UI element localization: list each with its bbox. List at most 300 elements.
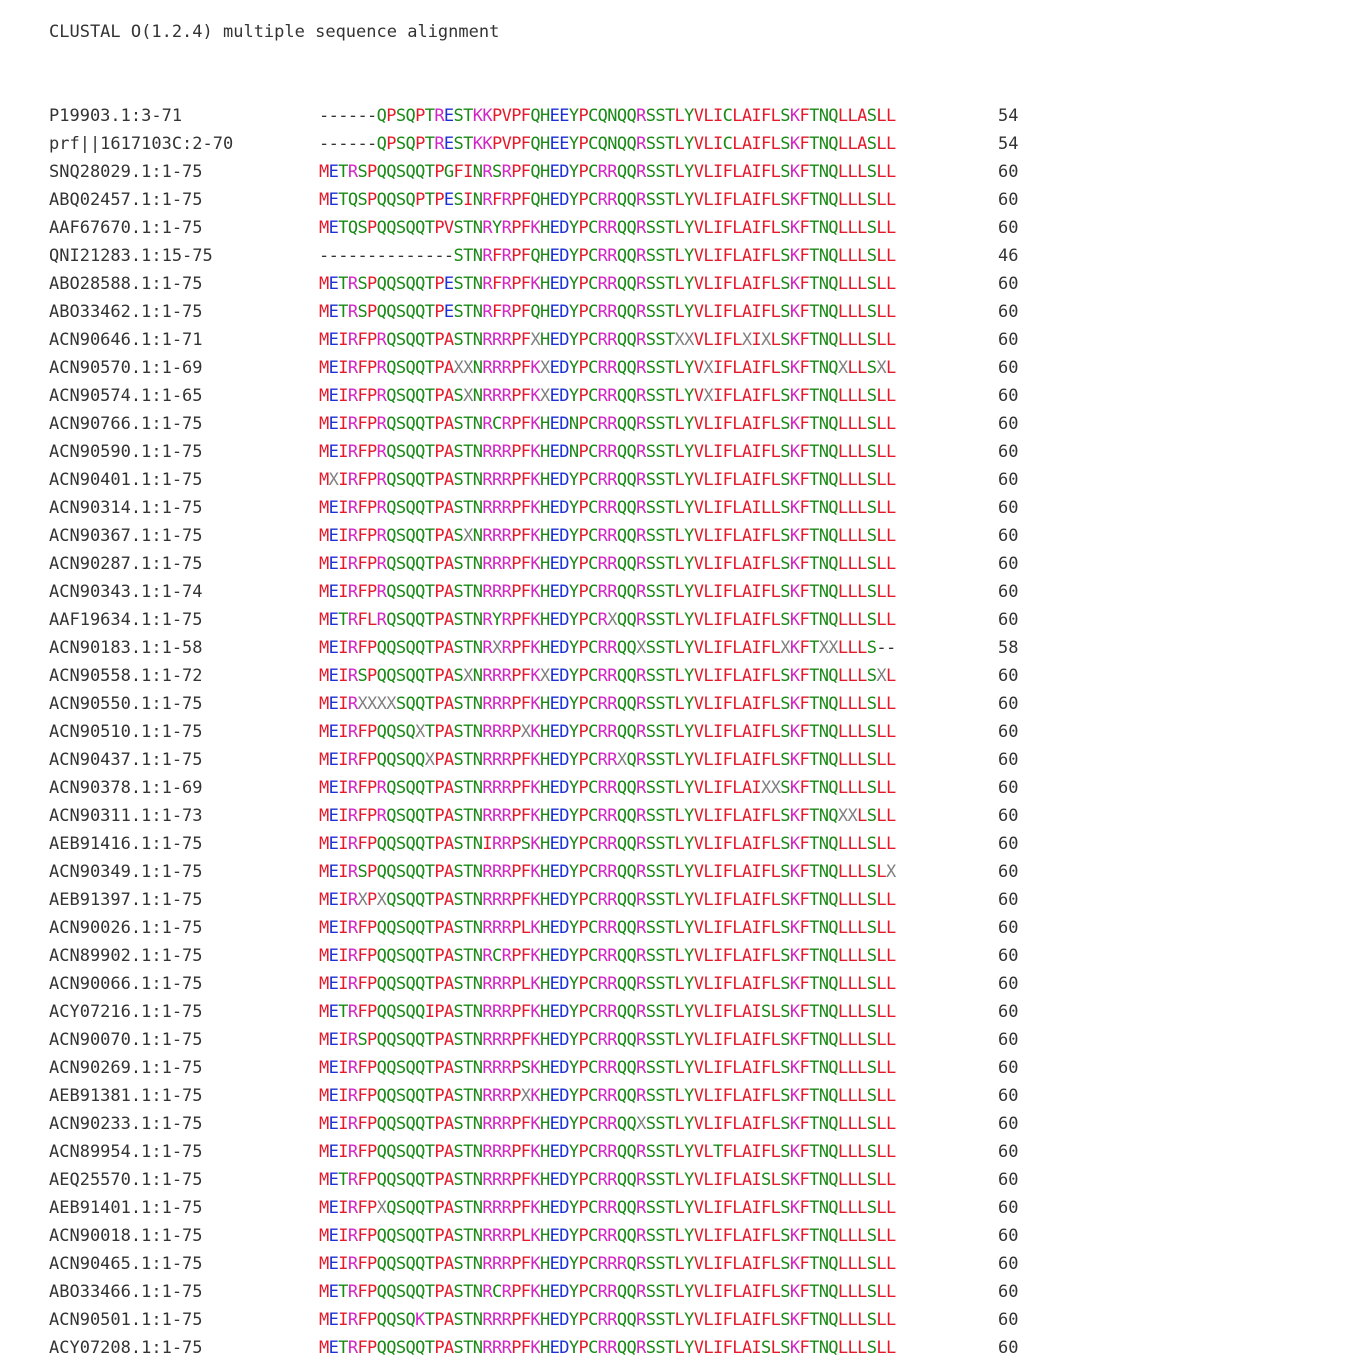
residue: F xyxy=(722,1170,733,1190)
residue: T xyxy=(664,694,675,714)
residue: N xyxy=(818,834,829,854)
residue: Q xyxy=(616,274,627,294)
residue: F xyxy=(520,526,531,546)
residue: T xyxy=(809,246,819,266)
sequence-residues xyxy=(319,1056,896,1080)
residue: N xyxy=(818,554,829,574)
residue: X xyxy=(376,694,387,714)
residue: R xyxy=(482,582,492,602)
residue: Q xyxy=(405,190,416,210)
residue: F xyxy=(722,974,733,994)
residue: Q xyxy=(828,218,838,238)
residue: L xyxy=(770,330,781,350)
residue-count: 60 xyxy=(998,190,1019,210)
residue: S xyxy=(780,1058,790,1078)
residue: K xyxy=(530,918,541,938)
residue: V xyxy=(693,806,704,826)
residue: X xyxy=(415,722,425,742)
residue: T xyxy=(809,834,819,854)
residue: R xyxy=(597,218,608,238)
residue: T xyxy=(338,1282,348,1302)
residue: P xyxy=(578,1310,589,1330)
residue: A xyxy=(443,554,454,574)
residue: M xyxy=(319,1170,329,1190)
residue: N xyxy=(568,414,579,434)
residue: R xyxy=(347,1170,358,1190)
residue: - xyxy=(376,246,387,266)
residue: S xyxy=(866,582,877,602)
residue: F xyxy=(491,274,502,294)
residue: Y xyxy=(568,274,579,294)
residue: I xyxy=(338,1198,348,1218)
residue: L xyxy=(674,1114,685,1134)
residue: S xyxy=(780,1310,790,1330)
residue: N xyxy=(472,1282,483,1302)
residue: M xyxy=(319,526,329,546)
residue: R xyxy=(597,582,608,602)
residue: R xyxy=(597,1142,608,1162)
residue: X xyxy=(386,694,396,714)
residue: S xyxy=(395,386,406,406)
residue: L xyxy=(674,1058,685,1078)
residue: H xyxy=(540,862,550,882)
residue: L xyxy=(732,1114,742,1134)
residue: L xyxy=(732,890,742,910)
residue-count: 60 xyxy=(998,750,1019,770)
residue: S xyxy=(655,582,665,602)
residue: P xyxy=(367,386,377,406)
residue: Y xyxy=(684,302,694,322)
residue: S xyxy=(780,890,790,910)
residue: I xyxy=(338,498,348,518)
residue: V xyxy=(693,218,704,238)
residue: Q xyxy=(530,246,541,266)
residue: R xyxy=(597,190,608,210)
residue: S xyxy=(645,470,656,490)
residue-count: 60 xyxy=(998,890,1019,910)
residue: A xyxy=(741,1086,752,1106)
residue: L xyxy=(847,694,858,714)
residue: L xyxy=(847,918,858,938)
residue: A xyxy=(443,1002,454,1022)
residue: E xyxy=(549,1254,560,1274)
residue: P xyxy=(434,778,444,798)
residue: L xyxy=(732,526,742,546)
residue: K xyxy=(530,610,541,630)
residue: S xyxy=(453,246,464,266)
residue: A xyxy=(443,974,454,994)
residue: S xyxy=(645,414,656,434)
residue: M xyxy=(319,190,329,210)
residue: Y xyxy=(568,610,579,630)
residue: K xyxy=(789,358,800,378)
residue: R xyxy=(607,1030,617,1050)
residue: M xyxy=(319,610,329,630)
residue: S xyxy=(780,722,790,742)
residue: R xyxy=(482,1142,492,1162)
residue: K xyxy=(789,582,800,602)
residue: R xyxy=(376,610,387,630)
residue: D xyxy=(559,1198,569,1218)
residue: Q xyxy=(530,302,541,322)
residue: L xyxy=(674,526,685,546)
residue: T xyxy=(809,778,819,798)
residue: S xyxy=(645,162,656,182)
residue: N xyxy=(472,414,483,434)
residue: D xyxy=(559,218,569,238)
residue: Q xyxy=(828,834,838,854)
residue: P xyxy=(578,1114,589,1134)
residue: M xyxy=(319,582,329,602)
residue: L xyxy=(876,1086,886,1106)
residue: S xyxy=(453,1254,464,1274)
residue: L xyxy=(674,274,685,294)
residue: Q xyxy=(405,834,416,854)
residue: R xyxy=(607,358,617,378)
residue: M xyxy=(319,834,329,854)
residue: A xyxy=(741,778,752,798)
residue: L xyxy=(703,778,713,798)
residue: Q xyxy=(616,414,627,434)
residue: I xyxy=(751,918,762,938)
residue: Q xyxy=(616,1058,627,1078)
residue: N xyxy=(818,1198,829,1218)
residue: S xyxy=(645,498,656,518)
residue: S xyxy=(395,218,406,238)
residue: S xyxy=(453,890,464,910)
residue: L xyxy=(703,1058,713,1078)
residue: A xyxy=(443,1254,454,1274)
residue: F xyxy=(799,330,810,350)
residue: F xyxy=(520,274,531,294)
residue: F xyxy=(520,862,531,882)
residue: C xyxy=(588,330,598,350)
residue: Q xyxy=(626,358,637,378)
residue: C xyxy=(588,190,598,210)
residue: A xyxy=(741,274,752,294)
residue: R xyxy=(491,1170,502,1190)
residue: X xyxy=(770,778,781,798)
residue: S xyxy=(357,162,368,182)
sequence-residues xyxy=(319,720,896,744)
residue: I xyxy=(338,470,348,490)
residue: A xyxy=(741,1114,752,1134)
residue: T xyxy=(463,1310,473,1330)
residue: X xyxy=(761,778,771,798)
residue: T xyxy=(424,1254,435,1274)
residue: L xyxy=(837,1030,848,1050)
residue: K xyxy=(789,1310,800,1330)
residue-count: 60 xyxy=(998,918,1019,938)
residue: A xyxy=(741,358,752,378)
residue: Q xyxy=(376,1310,387,1330)
residue: E xyxy=(328,442,339,462)
residue: P xyxy=(511,1254,521,1274)
sequence-residues xyxy=(319,776,896,800)
residue: R xyxy=(636,498,646,518)
residue: S xyxy=(655,974,665,994)
residue: I xyxy=(712,442,723,462)
residue: Q xyxy=(405,414,416,434)
residue: Q xyxy=(626,246,637,266)
residue: L xyxy=(674,750,685,770)
residue: S xyxy=(395,134,406,154)
residue: R xyxy=(347,1142,358,1162)
residue: K xyxy=(530,806,541,826)
sequence-id: ACN90314.1:1-75 xyxy=(49,498,203,518)
residue: R xyxy=(636,246,646,266)
residue: L xyxy=(770,890,781,910)
residue: Q xyxy=(626,1254,637,1274)
residue: R xyxy=(501,526,512,546)
residue: I xyxy=(751,1058,762,1078)
residue: L xyxy=(876,1030,886,1050)
residue: F xyxy=(799,218,810,238)
residue: R xyxy=(491,1310,502,1330)
residue: S xyxy=(395,806,406,826)
residue: D xyxy=(559,610,569,630)
residue: S xyxy=(645,666,656,686)
residue: S xyxy=(395,190,406,210)
residue: R xyxy=(482,694,492,714)
sequence-id: ACN90570.1:1-69 xyxy=(49,358,203,378)
residue: S xyxy=(655,442,665,462)
residue: R xyxy=(636,1058,646,1078)
residue: K xyxy=(530,946,541,966)
residue: N xyxy=(472,302,483,322)
residue: Y xyxy=(684,862,694,882)
residue: L xyxy=(847,358,858,378)
residue: R xyxy=(501,358,512,378)
residue: L xyxy=(857,1030,867,1050)
residue: L xyxy=(674,610,685,630)
residue: R xyxy=(607,218,617,238)
residue: R xyxy=(597,386,608,406)
residue: S xyxy=(866,526,877,546)
residue: Q xyxy=(405,1310,416,1330)
residue: T xyxy=(424,1086,435,1106)
residue: F xyxy=(520,106,531,126)
residue: R xyxy=(597,274,608,294)
residue: Q xyxy=(376,106,387,126)
residue: S xyxy=(655,778,665,798)
residue: L xyxy=(837,694,848,714)
residue: F xyxy=(799,918,810,938)
residue: P xyxy=(434,890,444,910)
residue: F xyxy=(520,1114,531,1134)
residue: H xyxy=(540,1086,550,1106)
residue: P xyxy=(511,1002,521,1022)
residue: K xyxy=(472,134,483,154)
residue: R xyxy=(491,386,502,406)
residue: T xyxy=(664,610,675,630)
sequence-id: ACN89954.1:1-75 xyxy=(49,1142,203,1162)
residue: T xyxy=(664,1338,675,1358)
residue: L xyxy=(770,162,781,182)
residue: E xyxy=(328,190,339,210)
residue: L xyxy=(876,498,886,518)
residue: I xyxy=(338,414,348,434)
residue: R xyxy=(376,386,387,406)
residue: L xyxy=(703,442,713,462)
residue: T xyxy=(424,834,435,854)
sequence-residues xyxy=(319,412,896,436)
residue: P xyxy=(434,414,444,434)
residue: L xyxy=(857,246,867,266)
residue: I xyxy=(712,1058,723,1078)
residue: A xyxy=(443,638,454,658)
residue: R xyxy=(501,610,512,630)
residue: F xyxy=(799,974,810,994)
residue: Q xyxy=(376,834,387,854)
residue: M xyxy=(319,806,329,826)
residue: S xyxy=(357,190,368,210)
residue: I xyxy=(338,666,348,686)
residue: S xyxy=(645,1282,656,1302)
residue: P xyxy=(367,666,377,686)
residue: S xyxy=(645,246,656,266)
residue: V xyxy=(693,554,704,574)
residue: T xyxy=(809,862,819,882)
residue: X xyxy=(357,694,368,714)
residue: L xyxy=(703,162,713,182)
residue: A xyxy=(443,1142,454,1162)
residue: F xyxy=(520,666,531,686)
residue-count: 60 xyxy=(998,386,1019,406)
residue: P xyxy=(578,750,589,770)
residue: Q xyxy=(626,666,637,686)
sequence-residues xyxy=(319,1224,896,1248)
residue: L xyxy=(703,1114,713,1134)
residue: R xyxy=(636,1086,646,1106)
residue: S xyxy=(453,694,464,714)
residue: S xyxy=(655,1226,665,1246)
residue: A xyxy=(741,610,752,630)
residue: P xyxy=(578,498,589,518)
residue: C xyxy=(588,246,598,266)
residue: S xyxy=(655,834,665,854)
residue: I xyxy=(338,834,348,854)
residue: D xyxy=(559,806,569,826)
residue: T xyxy=(809,526,819,546)
residue: E xyxy=(549,918,560,938)
residue: L xyxy=(674,302,685,322)
residue: H xyxy=(540,610,550,630)
residue: A xyxy=(741,694,752,714)
residue: P xyxy=(511,526,521,546)
residue: F xyxy=(722,806,733,826)
residue: L xyxy=(732,330,742,350)
residue: Q xyxy=(828,1310,838,1330)
residue: N xyxy=(607,106,617,126)
residue: P xyxy=(367,1002,377,1022)
residue: D xyxy=(559,1002,569,1022)
residue: S xyxy=(655,358,665,378)
residue: K xyxy=(789,246,800,266)
residue: R xyxy=(501,1338,512,1358)
residue: T xyxy=(463,946,473,966)
residue: L xyxy=(732,1338,742,1358)
residue: N xyxy=(472,1310,483,1330)
residue: F xyxy=(722,190,733,210)
residue: P xyxy=(511,134,521,154)
residue: R xyxy=(607,834,617,854)
residue: Q xyxy=(376,274,387,294)
residue: R xyxy=(607,946,617,966)
residue: F xyxy=(761,1086,771,1106)
residue: L xyxy=(847,1226,858,1246)
residue: N xyxy=(818,386,829,406)
residue: P xyxy=(367,498,377,518)
residue: R xyxy=(491,526,502,546)
residue: C xyxy=(722,134,733,154)
residue: P xyxy=(511,414,521,434)
residue: E xyxy=(549,302,560,322)
residue: Q xyxy=(376,638,387,658)
residue: E xyxy=(549,498,560,518)
residue: I xyxy=(712,1310,723,1330)
residue: S xyxy=(780,470,790,490)
residue: S xyxy=(453,778,464,798)
residue: M xyxy=(319,890,329,910)
residue: X xyxy=(463,666,473,686)
residue: P xyxy=(434,526,444,546)
residue: R xyxy=(501,190,512,210)
residue: K xyxy=(530,1030,541,1050)
residue: L xyxy=(732,246,742,266)
residue: R xyxy=(482,1086,492,1106)
residue: R xyxy=(491,1058,502,1078)
residue: Q xyxy=(828,470,838,490)
residue: T xyxy=(664,1030,675,1050)
residue: K xyxy=(530,218,541,238)
sequence-id: ACN90018.1:1-75 xyxy=(49,1226,203,1246)
residue: Y xyxy=(568,358,579,378)
residue: Q xyxy=(386,1142,396,1162)
residue: R xyxy=(347,1254,358,1274)
residue: I xyxy=(751,470,762,490)
residue: A xyxy=(741,134,752,154)
residue: X xyxy=(818,638,829,658)
residue: N xyxy=(472,1142,483,1162)
residue: S xyxy=(780,750,790,770)
residue: S xyxy=(866,218,877,238)
residue: I xyxy=(712,554,723,574)
residue: T xyxy=(664,918,675,938)
residue: I xyxy=(712,1170,723,1190)
residue: - xyxy=(367,134,377,154)
residue: P xyxy=(386,134,396,154)
residue: L xyxy=(703,694,713,714)
residue: X xyxy=(540,358,550,378)
residue: I xyxy=(338,778,348,798)
residue: L xyxy=(847,1254,858,1274)
residue: E xyxy=(328,1058,339,1078)
residue: L xyxy=(732,1198,742,1218)
residue-count: 60 xyxy=(998,498,1019,518)
residue: K xyxy=(789,526,800,546)
residue: L xyxy=(732,1226,742,1246)
residue: V xyxy=(693,386,704,406)
residue: - xyxy=(405,246,416,266)
residue: Q xyxy=(415,218,425,238)
residue: L xyxy=(674,246,685,266)
residue: Q xyxy=(616,1030,627,1050)
sequence-id: AAF19634.1:1-75 xyxy=(49,610,203,630)
residue: X xyxy=(876,358,886,378)
residue: L xyxy=(857,1282,867,1302)
residue: V xyxy=(693,134,704,154)
